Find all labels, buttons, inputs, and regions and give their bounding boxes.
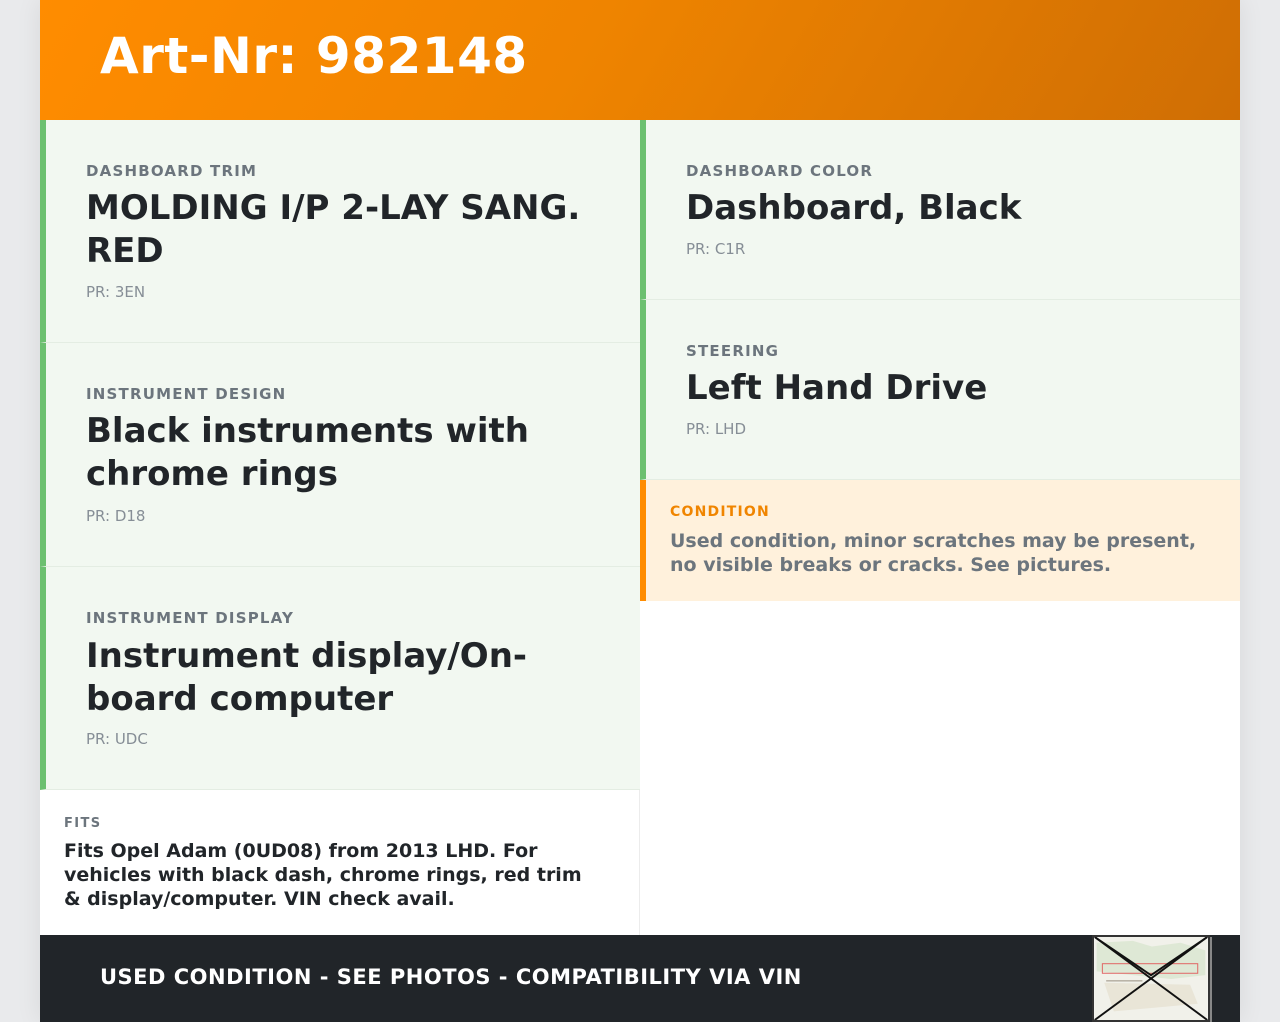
fits-label: FITS xyxy=(64,816,102,831)
article-number-title: Art-Nr: 982148 xyxy=(100,27,528,85)
condition-notice xyxy=(640,480,1240,601)
footer-bar xyxy=(40,935,1240,1022)
condition-text: Used condition, minor scratches may be present, no visible breaks or cracks. See pictures. xyxy=(670,530,1197,576)
spec-code: PR: 3EN xyxy=(86,283,146,301)
spec-code: PR: UDC xyxy=(86,730,148,748)
condition-label: CONDITION xyxy=(670,504,770,520)
spec-card-instrument-design xyxy=(40,343,640,567)
header-banner xyxy=(40,0,1240,120)
envelope-icon[interactable] xyxy=(1092,935,1210,1022)
spec-label: STEERING xyxy=(686,342,780,360)
product-sheet xyxy=(40,0,1240,1022)
spec-card-instrument-display xyxy=(40,567,640,790)
spec-label: INSTRUMENT DISPLAY xyxy=(86,609,295,627)
spec-value: Instrument display/On-board computer xyxy=(86,636,528,719)
spec-label: INSTRUMENT DESIGN xyxy=(86,385,287,403)
spec-card-dashboard-trim xyxy=(40,120,640,343)
fits-section xyxy=(40,790,639,935)
spec-card-dashboard-color xyxy=(640,120,1240,300)
spec-code: PR: D18 xyxy=(86,507,146,525)
spec-label: DASHBOARD TRIM xyxy=(86,162,258,180)
column-divider xyxy=(639,790,640,935)
spec-value: Dashboard, Black xyxy=(686,188,1022,228)
spec-value: Black instruments with chrome rings xyxy=(86,411,529,494)
footer-text: USED CONDITION - SEE PHOTOS - COMPATIBILITY VIA VIN xyxy=(100,965,802,989)
spec-card-steering xyxy=(640,300,1240,480)
spec-value: Left Hand Drive xyxy=(686,368,988,408)
fits-text: Fits Opel Adam (0UD08) from 2013 LHD. For vehicles with black dash, chrome rings, red trim & display/computer. VIN check avail. xyxy=(64,840,582,910)
spec-value: MOLDING I/P 2-LAY SANG. RED xyxy=(86,188,581,271)
spec-code: PR: LHD xyxy=(686,420,747,438)
spec-label: DASHBOARD COLOR xyxy=(686,162,874,180)
spec-code: PR: C1R xyxy=(686,240,746,258)
